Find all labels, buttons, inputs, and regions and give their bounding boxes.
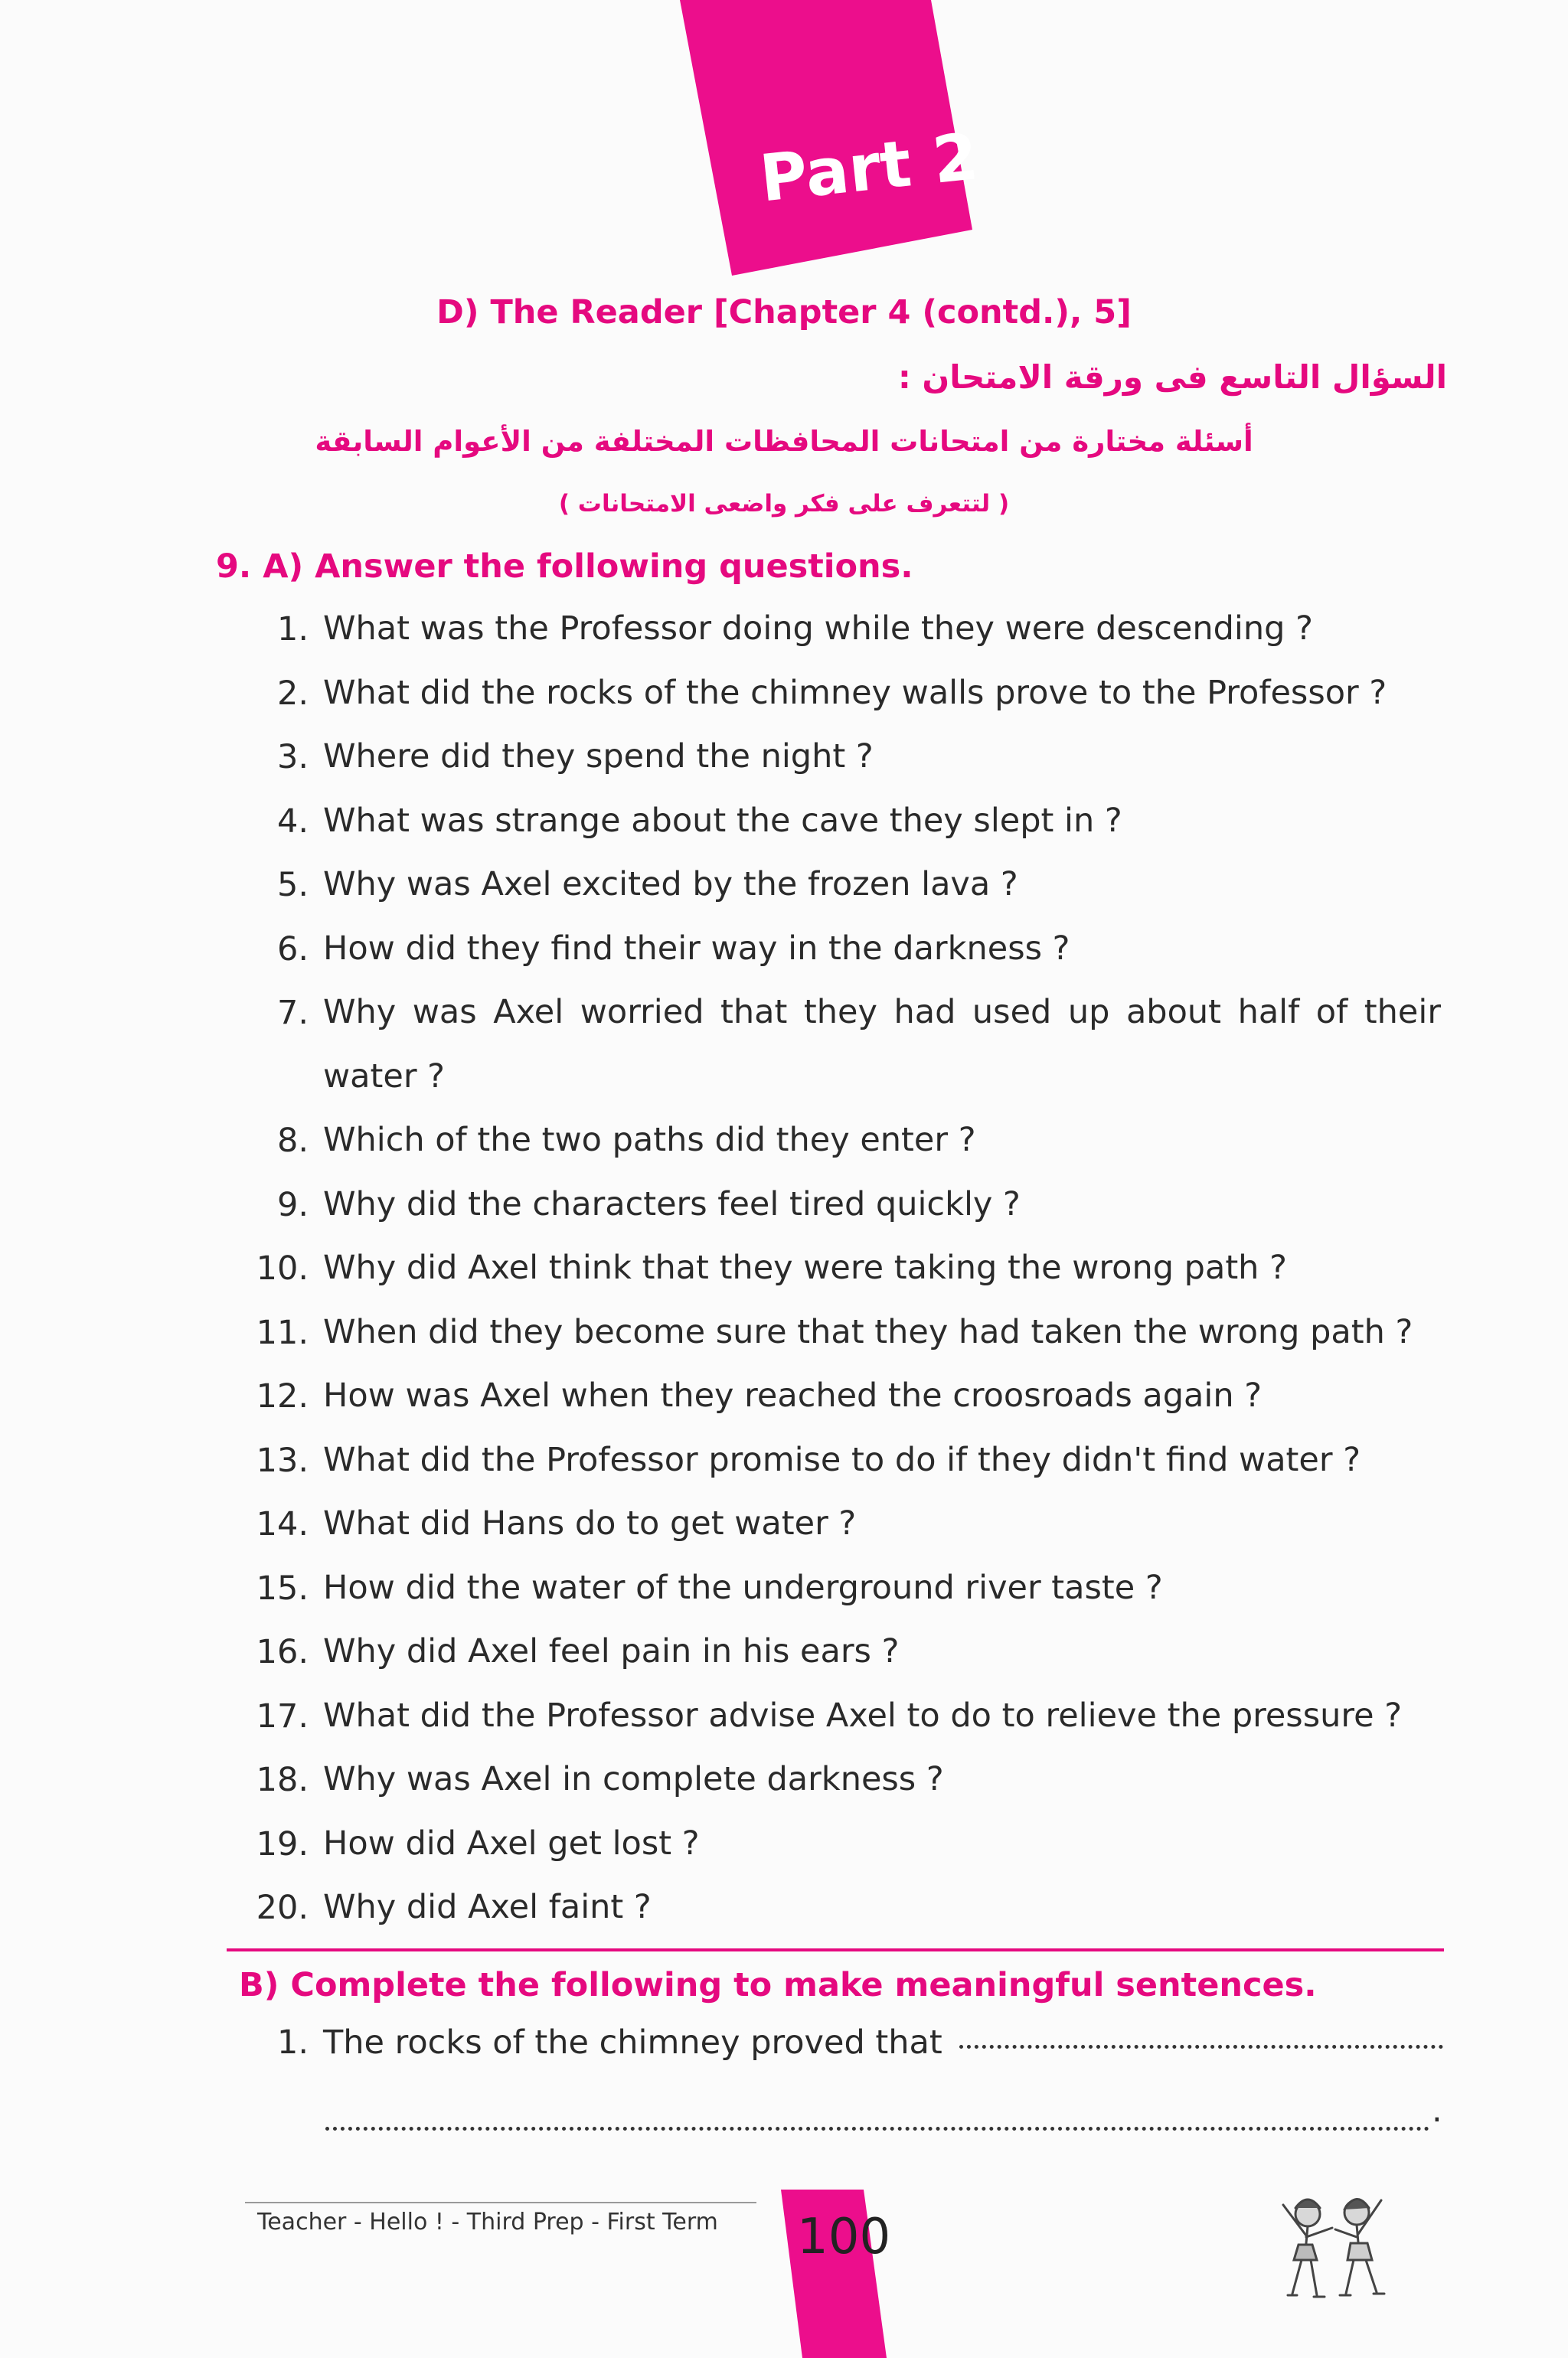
question-text: What did the Professor advise Axel to do to relieve the pressure ? xyxy=(323,1696,1403,1735)
question-item xyxy=(0,1306,1568,1370)
arabic-question-label: السؤال التاسع فى ورقة الامتحان : xyxy=(897,358,1447,396)
question-text: When did they become sure that they had taken the wrong path ? xyxy=(323,1312,1413,1351)
arabic-subtitle: أسئلة مختارة من امتحانات المحافظات المختلفة من الأعوام السابقة xyxy=(315,425,1253,458)
question-number: 18. xyxy=(256,1761,309,1799)
question-item xyxy=(0,1562,1568,1626)
question-item xyxy=(0,1753,1568,1817)
question-number: 1. xyxy=(276,610,309,648)
arabic-note: ( لتتعرف على فكر واضعى الامتحانات ) xyxy=(558,490,1010,518)
question-number: 9. xyxy=(276,1185,309,1224)
question-text: Where did they spend the night ? xyxy=(323,737,874,776)
question-text: What was the Professor doing while they were descending ? xyxy=(323,609,1313,648)
question-list xyxy=(0,603,1568,1945)
question-text: How did the water of the underground river taste ? xyxy=(323,1568,1163,1607)
footer-rule xyxy=(245,2202,756,2203)
question-item xyxy=(0,795,1568,859)
question-number: 3. xyxy=(276,738,309,776)
question-item xyxy=(0,858,1568,923)
question-item xyxy=(0,1114,1568,1178)
question-text: How did they find their way in the darkness ? xyxy=(323,929,1070,968)
question-number: 4. xyxy=(276,802,309,841)
question-item xyxy=(0,730,1568,795)
question-number: 2. xyxy=(276,674,309,713)
question-item xyxy=(0,1690,1568,1754)
part-label: Part 2 xyxy=(756,119,982,217)
question-item xyxy=(0,1178,1568,1243)
question-item xyxy=(0,1370,1568,1434)
section-b-heading: B) Complete the following to make meaningful sentences. xyxy=(239,1966,1317,2004)
completion-number: 1. xyxy=(276,2023,309,2062)
question-item xyxy=(0,1434,1568,1498)
question-number: 19. xyxy=(256,1824,309,1863)
question-item xyxy=(0,1497,1568,1562)
question-number: 17. xyxy=(256,1697,309,1736)
completion-prompt: The rocks of the chimney proved that xyxy=(323,2023,942,2062)
question-text: How was Axel when they reached the croosroads again ? xyxy=(323,1377,1263,1415)
question-number: 5. xyxy=(276,866,309,904)
question-item xyxy=(0,1625,1568,1690)
question-number: 6. xyxy=(276,929,309,968)
question-number: 8. xyxy=(276,1122,309,1160)
part-banner xyxy=(0,0,1568,276)
dancing-kids-illustration xyxy=(1262,2174,1400,2312)
question-item xyxy=(0,1817,1568,1882)
question-text: Which of the two paths did they enter ? xyxy=(323,1121,976,1159)
section-divider xyxy=(227,1948,1444,1951)
question-text: Why did the characters feel tired quickly ? xyxy=(323,1184,1021,1223)
question-text: Why was Axel excited by the frozen lava ? xyxy=(323,865,1018,903)
section-a-heading: 9. A) Answer the following questions. xyxy=(216,547,913,586)
question-item xyxy=(0,986,1568,1114)
question-text: How did Axel get lost ? xyxy=(323,1824,700,1863)
question-text: What did the rocks of the chimney walls prove to the Professor ? xyxy=(323,673,1387,712)
question-text: What did Hans do to get water ? xyxy=(323,1504,857,1543)
section-title: D) The Reader [Chapter 4 (contd.), 5] xyxy=(436,293,1132,331)
question-text: Why did Axel faint ? xyxy=(323,1888,652,1926)
question-number: 10. xyxy=(256,1249,309,1288)
sentence-end-period: . xyxy=(1432,2092,1442,2130)
page-number: 100 xyxy=(797,2209,891,2265)
question-text: What did the Professor promise to do if they didn't find water ? xyxy=(323,1440,1361,1479)
question-number: 12. xyxy=(256,1377,309,1416)
question-number: 20. xyxy=(256,1889,309,1927)
question-text: Why did Axel feel pain in his ears ? xyxy=(323,1632,900,1671)
question-number: 14. xyxy=(256,1505,309,1543)
question-text: Why was Axel in complete darkness ? xyxy=(323,1760,944,1798)
question-item xyxy=(0,923,1568,987)
question-item xyxy=(0,667,1568,731)
question-item xyxy=(0,1881,1568,1945)
question-number: 16. xyxy=(256,1633,309,1671)
question-number: 7. xyxy=(276,994,309,1032)
question-text: What was strange about the cave they slept in ? xyxy=(323,801,1122,840)
answer-line xyxy=(959,2045,1443,2049)
question-number: 11. xyxy=(256,1313,309,1352)
question-text: Why did Axel think that they were taking the wrong path ? xyxy=(323,1249,1287,1287)
question-item xyxy=(0,1242,1568,1306)
question-number: 13. xyxy=(256,1441,309,1480)
answer-line xyxy=(325,2127,1429,2131)
footer-book-title: Teacher - Hello ! - Third Prep - First Term xyxy=(257,2209,718,2236)
question-text: Why was Axel worried that they had used up about half of their water ? xyxy=(323,993,1441,1096)
question-number: 15. xyxy=(256,1569,309,1608)
question-item xyxy=(0,603,1568,667)
